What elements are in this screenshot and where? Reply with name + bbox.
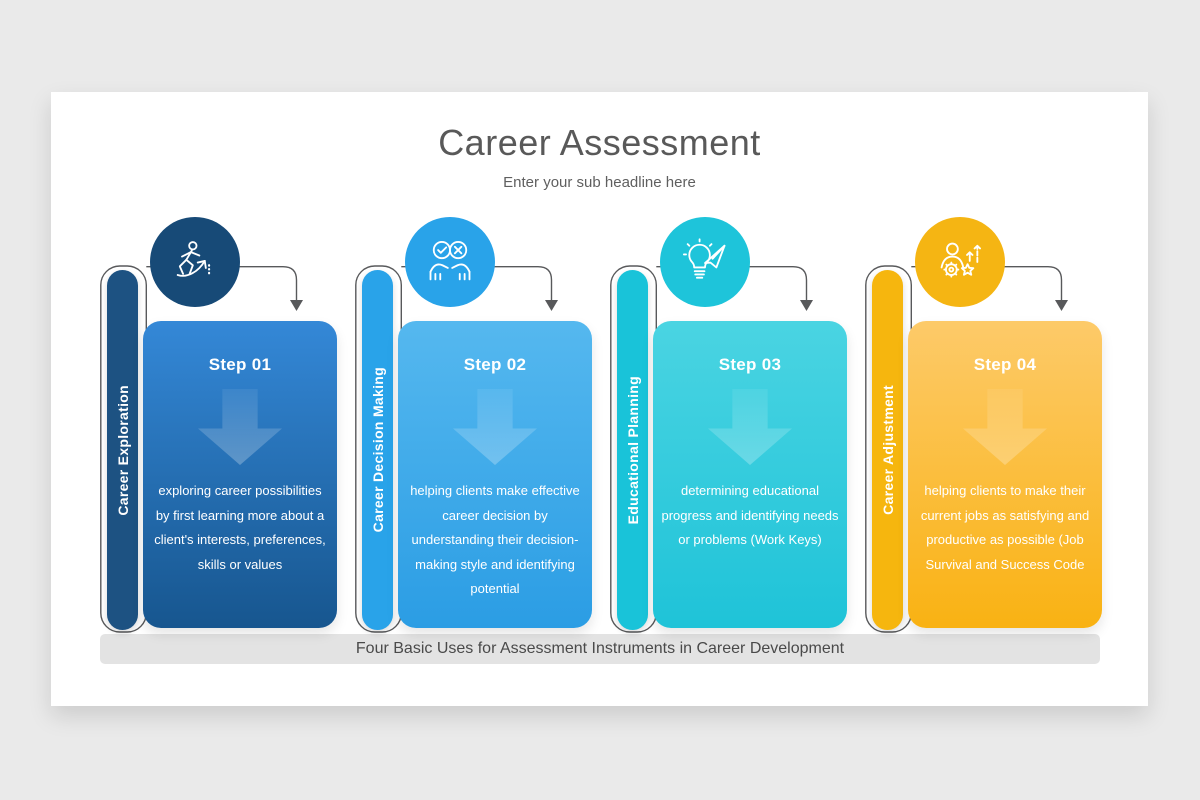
down-arrow-icon [963,389,1047,465]
step-icon-circle [150,217,240,307]
category-label: Career Decision Making [369,367,386,533]
step-description: helping clients make effective career decision by understanding their decision-making style and identifying potential [410,483,580,596]
page-title: Career Assessment [438,122,761,163]
step-card[interactable] [398,321,592,628]
step-description: exploring career possibilities by first learning more about a client's interests, preferences, skills or values [154,483,326,572]
arrowhead-icon [545,300,558,311]
person-gear-star-icon [934,236,986,288]
step-description: helping clients to make their current jobs as satisfying and productive as possible (Job Survival and Success Code [920,483,1090,572]
arrowhead-icon [290,300,303,311]
bulb-paper-plane-icon [679,236,731,288]
page-subtitle: Enter your sub headline here [503,174,696,191]
category-label: Career Adjustment [879,385,896,515]
step-number: Step 04 [973,355,1037,374]
down-arrow-icon [198,389,282,465]
down-arrow-icon [453,389,537,465]
step-card[interactable] [653,321,847,628]
category-pill [107,270,138,630]
step-description: determining educational progress and identifying needs or problems (Work Keys) [661,483,839,547]
step-number: Step 01 [208,355,272,374]
category-pill [617,270,648,630]
step-column-4 [865,212,1115,657]
step-card[interactable] [143,321,337,628]
footer-text: Four Basic Uses for Assessment Instruments in Career Development [355,640,845,657]
step-column-2 [355,212,605,657]
slide-canvas [51,92,1148,706]
arrowhead-icon [1055,300,1068,311]
category-pill [362,270,393,630]
category-label: Educational Planning [624,375,641,525]
runner-growth-arrow-icon [169,236,221,288]
step-number: Step 03 [718,355,782,374]
step-number: Step 02 [463,355,527,374]
step-column-3 [610,212,860,657]
step-icon-circle [405,217,495,307]
category-pill [872,270,903,630]
step-icon-circle [915,217,1005,307]
hands-check-cross-icon [424,236,476,288]
down-arrow-icon [708,389,792,465]
step-column-1 [100,212,350,657]
step-card[interactable] [908,321,1102,628]
category-label: Career Exploration [114,384,131,516]
step-icon-circle [660,217,750,307]
arrowhead-icon [800,300,813,311]
